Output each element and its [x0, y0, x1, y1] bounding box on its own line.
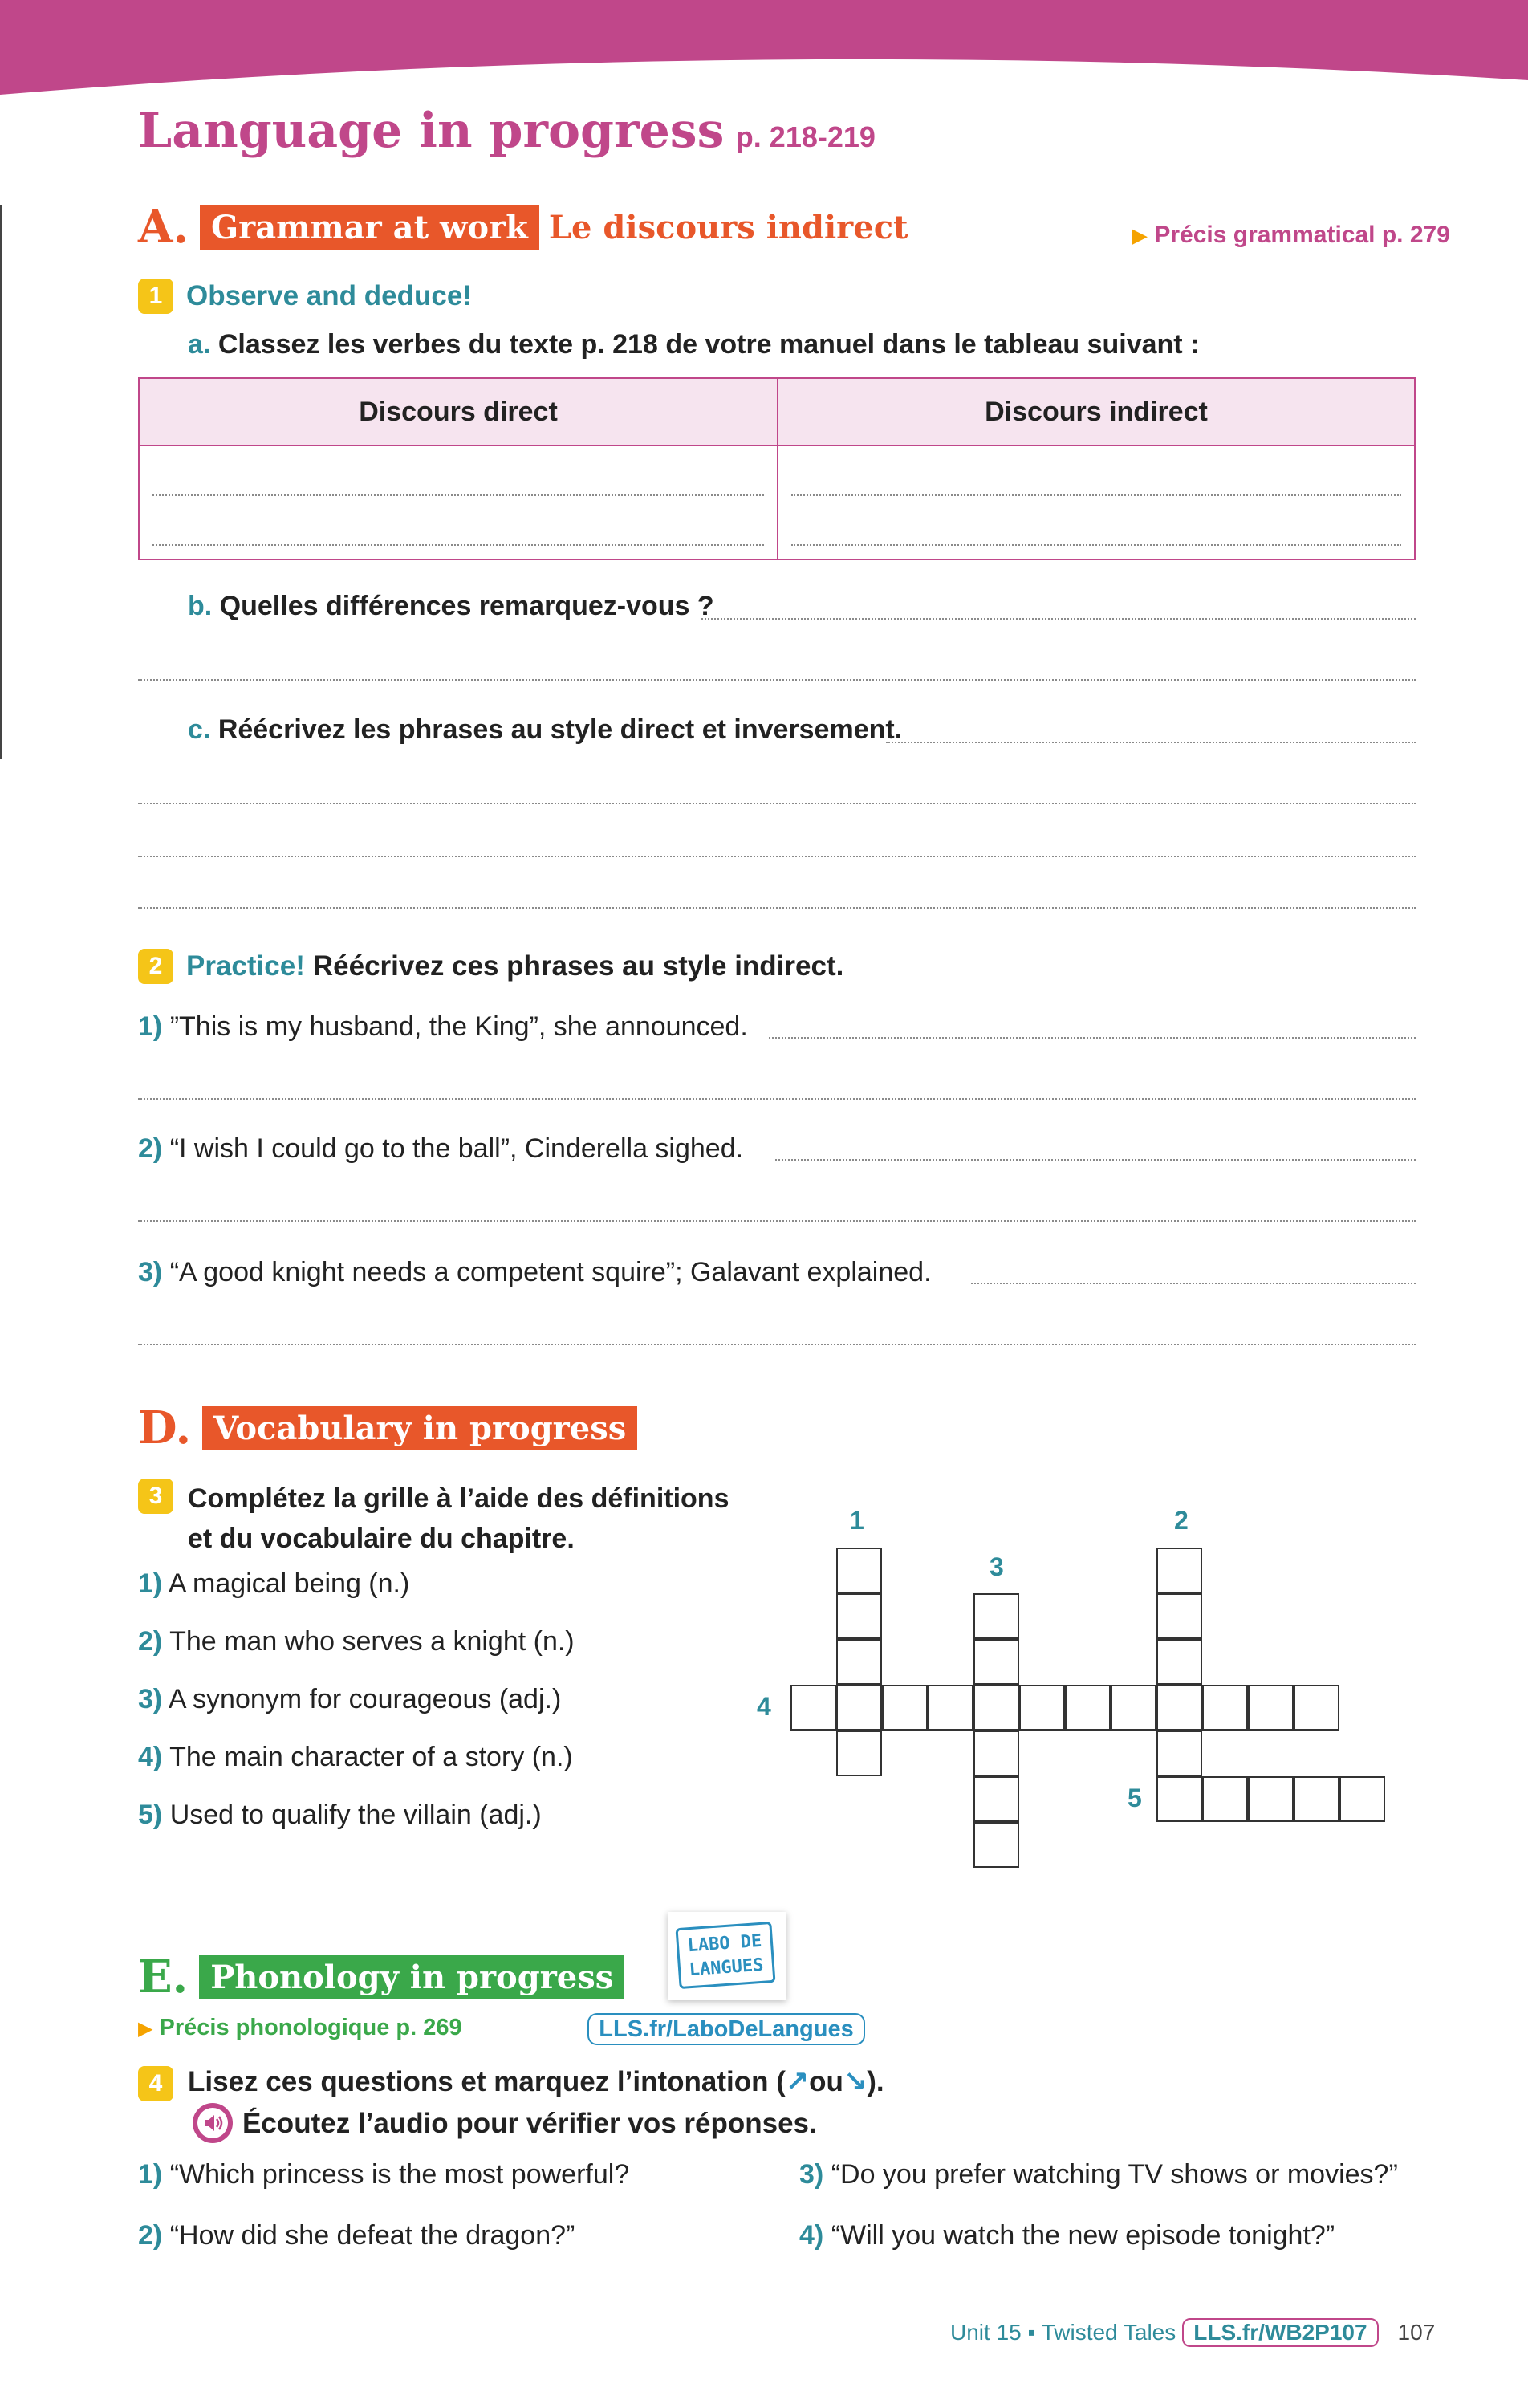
page-number: 107: [1397, 2320, 1436, 2345]
exercise-1b: [188, 591, 714, 622]
item-number: 5): [138, 1800, 163, 1830]
crossword-cell[interactable]: [836, 1685, 882, 1731]
item-text: A synonym for courageous (adj.): [168, 1684, 562, 1714]
exercise-4-line-1: [188, 2066, 884, 2098]
exercise-3-badge: 3: [138, 1479, 173, 1514]
section-a-tag: Grammar at work: [200, 205, 539, 250]
clue-number-3: 3: [990, 1552, 1004, 1581]
section-e-letter: E.: [138, 1950, 189, 2003]
crossword-cell[interactable]: [1202, 1685, 1248, 1731]
exercise-1a: [188, 329, 1199, 360]
intonation-item: [799, 2159, 1398, 2190]
item-number: 1): [138, 2159, 163, 2190]
answer-line[interactable]: [775, 1159, 1416, 1161]
answer-line[interactable]: [138, 679, 1416, 681]
item-number: 4): [799, 2220, 824, 2251]
instruction-end: ).: [867, 2066, 884, 2097]
intonation-item: [799, 2220, 1335, 2251]
crossword-cell[interactable]: [1156, 1776, 1202, 1822]
item-number: 2): [138, 1133, 163, 1164]
crossword-cell[interactable]: [973, 1685, 1019, 1731]
section-e-heading: [138, 1950, 624, 2003]
answer-line[interactable]: [769, 1037, 1416, 1039]
crossword-cell[interactable]: [928, 1685, 973, 1731]
section-d-tag: Vocabulary in progress: [202, 1406, 637, 1450]
instruction-line-1: Complétez la grille à l’aide des définitions: [188, 1483, 729, 1514]
exercise-2-instruction: Réécrivez ces phrases au style indirect.: [312, 950, 844, 982]
crossword-cell[interactable]: [1339, 1776, 1385, 1822]
clue-item: [138, 1742, 573, 1773]
table-answer-line[interactable]: [791, 494, 1401, 496]
answer-line[interactable]: [971, 1283, 1416, 1284]
answer-line[interactable]: [138, 1344, 1416, 1345]
clue-number-4: 4: [757, 1692, 771, 1721]
crossword-cell[interactable]: [836, 1639, 882, 1685]
audio-button[interactable]: [193, 2103, 233, 2143]
answer-line[interactable]: [138, 856, 1416, 857]
answer-line[interactable]: [138, 907, 1416, 909]
exercise-2-item: [138, 1011, 748, 1043]
crossword-cell[interactable]: [1111, 1685, 1156, 1731]
crossword-cell[interactable]: [1156, 1685, 1202, 1731]
labo-langues-logo[interactable]: [668, 1912, 786, 2000]
crossword-cell[interactable]: [790, 1685, 836, 1731]
instruction-text: Lisez ces questions et marquez l’intonation (: [188, 2066, 786, 2097]
exercise-2-badge: 2: [138, 949, 173, 984]
labo-logo-text: LABO DE LANGUES: [675, 1922, 775, 1989]
exercise-4-header: [138, 2066, 173, 2101]
section-a-subtitle: Le discours indirect: [548, 208, 908, 246]
clue-item: [138, 1800, 542, 1831]
item-number: 1): [138, 1568, 163, 1599]
crossword-cell[interactable]: [1294, 1685, 1339, 1731]
exercise-1b-text: Quelles différences remarquez-vous ?: [219, 591, 714, 621]
clue-item: [138, 1684, 561, 1715]
page-title: [138, 103, 876, 159]
table-col-1-header: Discours direct: [359, 397, 558, 427]
crossword-cell[interactable]: [1202, 1776, 1248, 1822]
section-e-tag: Phonology in progress: [199, 1955, 624, 1999]
exercise-1c-letter: c.: [188, 714, 211, 745]
item-number: 2): [138, 2220, 163, 2251]
labo-link-button[interactable]: LLS.fr/LaboDeLangues: [587, 2013, 865, 2045]
crossword-cell[interactable]: [1294, 1776, 1339, 1822]
clue-number-1: 1: [850, 1506, 864, 1535]
top-banner: [0, 0, 1528, 96]
item-text: “Which princess is the most powerful?: [169, 2159, 630, 2190]
arrow-up-icon: ↗: [785, 2066, 810, 2097]
crossword-cell[interactable]: [882, 1685, 928, 1731]
answer-line[interactable]: [138, 1220, 1416, 1222]
title-text: Language in progress: [138, 103, 725, 159]
clue-number-2: 2: [1174, 1506, 1189, 1535]
exercise-3-header: [138, 1479, 729, 1554]
item-number: 3): [799, 2159, 824, 2190]
grammar-ref-link[interactable]: [1132, 222, 1450, 249]
table-answer-line[interactable]: [791, 544, 1401, 546]
exercise-1a-text: Classez les verbes du texte p. 218 de votre manuel dans le tableau suivant :: [217, 329, 1200, 360]
item-number: 4): [138, 1742, 163, 1772]
exercise-1c: [188, 714, 902, 746]
footer-link[interactable]: LLS.fr/WB2P107: [1182, 2318, 1378, 2347]
crossword-cell[interactable]: [1019, 1685, 1065, 1731]
crossword-cell[interactable]: [1248, 1776, 1294, 1822]
crossword-cell[interactable]: [973, 1593, 1019, 1639]
exercise-1-header: [138, 279, 472, 314]
clue-item: [138, 1568, 409, 1600]
answer-line[interactable]: [138, 1098, 1416, 1100]
crossword-cell[interactable]: [836, 1593, 882, 1639]
arrow-down-icon: ↘: [843, 2066, 868, 2097]
item-text: “I wish I could go to the ball”, Cinderella sighed.: [169, 1133, 744, 1164]
item-text: The main character of a story (n.): [169, 1742, 573, 1772]
crossword-cell[interactable]: [836, 1548, 882, 1593]
exercise-1-badge: 1: [138, 279, 173, 314]
item-text: “A good knight needs a competent squire”; Galavant explained.: [169, 1257, 932, 1287]
item-number: 2): [138, 1626, 163, 1657]
exercise-1a-letter: a.: [188, 329, 211, 360]
answer-line[interactable]: [886, 742, 1416, 743]
item-text: “Will you watch the new episode tonight?”: [831, 2220, 1335, 2251]
table-answer-line[interactable]: [152, 494, 764, 496]
section-a-heading: [138, 201, 908, 254]
instruction-line-2: et du vocabulaire du chapitre.: [188, 1523, 575, 1554]
exercise-2-item: [138, 1133, 743, 1165]
footer: [950, 2318, 1435, 2347]
item-text: The man who serves a knight (n.): [169, 1626, 575, 1657]
play-arrow-icon: ▶: [1132, 223, 1148, 247]
crossword-cell[interactable]: [1156, 1731, 1202, 1776]
section-a-letter: A.: [138, 201, 189, 254]
crossword-cell[interactable]: [1065, 1685, 1111, 1731]
item-text: ”This is my husband, the King”, she announced.: [169, 1011, 748, 1042]
exercise-1c-text: Réécrivez les phrases au style direct et inversement.: [217, 714, 903, 745]
exercise-1-title: Observe and deduce!: [186, 280, 472, 311]
crossword-cell[interactable]: [1156, 1639, 1202, 1685]
exercise-4-badge: 4: [138, 2066, 173, 2101]
item-text: A magical being (n.): [168, 1568, 410, 1599]
verb-table: [138, 377, 1416, 560]
section-d-heading: [138, 1401, 637, 1454]
exercise-2-title: Practice!: [186, 950, 305, 982]
exercise-4-line-2: Écoutez l’audio pour vérifier vos réponses.: [242, 2108, 817, 2139]
item-number: 3): [138, 1684, 163, 1714]
footer-unit: Unit 15 ▪ Twisted Tales: [950, 2320, 1176, 2345]
table-answer-line[interactable]: [152, 544, 764, 546]
table-col-2-header: Discours indirect: [985, 397, 1208, 427]
exercise-1b-letter: b.: [188, 591, 213, 621]
grammar-ref-text: Précis grammatical p. 279: [1154, 222, 1450, 248]
or-text: ou: [809, 2066, 843, 2097]
section-d-letter: D.: [138, 1401, 192, 1454]
clue-number-5: 5: [1128, 1784, 1142, 1812]
item-number: 1): [138, 1011, 163, 1042]
crossword-cell[interactable]: [836, 1731, 882, 1776]
intonation-item: [138, 2220, 575, 2251]
crossword-cell[interactable]: [1156, 1593, 1202, 1639]
exercise-2-item: [138, 1257, 932, 1288]
clue-item: [138, 1626, 575, 1658]
answer-line[interactable]: [138, 803, 1416, 804]
crossword-cell[interactable]: [973, 1731, 1019, 1776]
item-text: Used to qualify the villain (adj.): [169, 1800, 542, 1830]
left-edge-line: [0, 205, 2, 759]
item-number: 3): [138, 1257, 163, 1287]
exercise-2-header: [138, 949, 843, 984]
crossword-cell[interactable]: [1248, 1685, 1294, 1731]
phonology-ref-text: Précis phonologique p. 269: [159, 2015, 462, 2040]
intonation-item: [138, 2159, 629, 2190]
crossword-cell[interactable]: [973, 1639, 1019, 1685]
phonology-ref-link[interactable]: [138, 2015, 462, 2041]
crossword-cell[interactable]: [1156, 1548, 1202, 1593]
play-arrow-icon: ▶: [138, 2018, 153, 2040]
item-text: “Do you prefer watching TV shows or movies?”: [831, 2159, 1398, 2190]
answer-line[interactable]: [701, 618, 1416, 620]
crossword-cell[interactable]: [973, 1822, 1019, 1868]
speaker-icon: [193, 2103, 233, 2143]
exercise-3-instruction: [188, 1479, 798, 1559]
item-text: “How did she defeat the dragon?”: [169, 2220, 575, 2251]
title-pages: p. 218-219: [735, 120, 876, 153]
crossword-cell[interactable]: [973, 1776, 1019, 1822]
